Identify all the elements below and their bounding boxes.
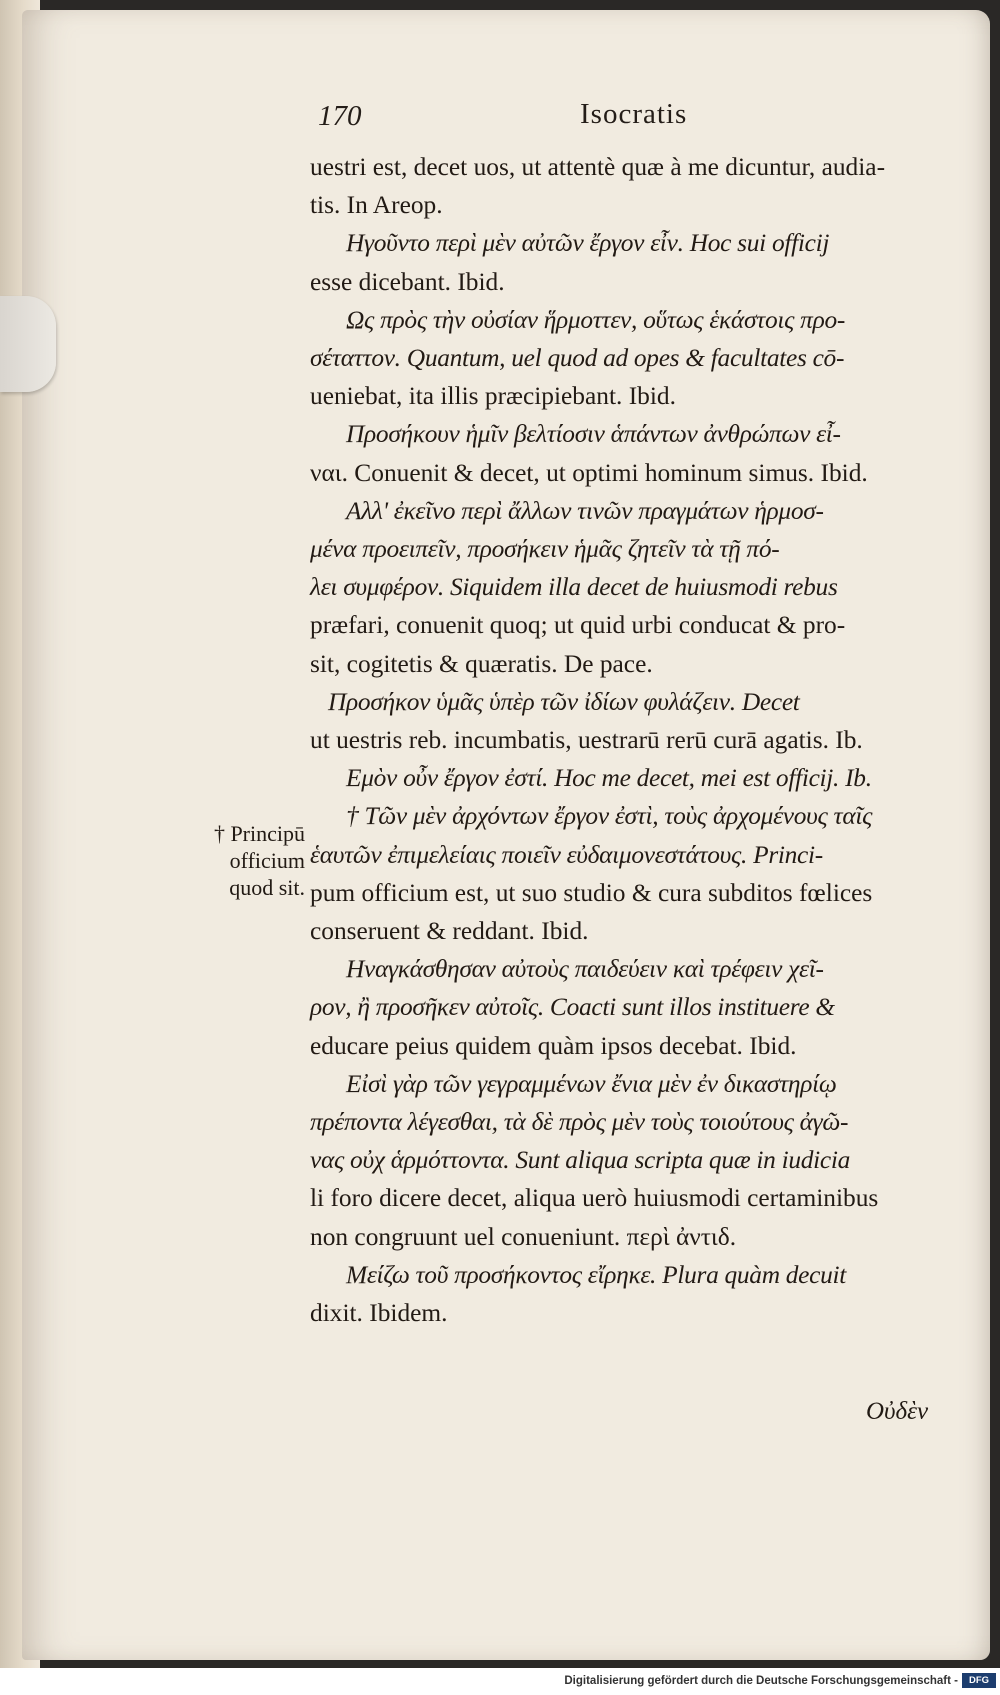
text-line: ἑαυτῶν ἐπιμελείαις ποιεῖν εὐδαιμονεστάτους. Princi- (310, 840, 823, 869)
text-line: tis. In Areop. (310, 191, 443, 220)
text-line: ρον, ἢ προσῆκεν αὐτοῖς. Coacti sunt illos instituere & (310, 993, 835, 1022)
footer-bar (0, 1668, 1000, 1695)
page-header (318, 98, 938, 138)
margin-note-line: quod sit. (229, 875, 305, 900)
text-line: ναι. Conuenit & decet, ut optimi hominum simus. Ibid. (310, 458, 868, 487)
text-line: uestri est, decet uos, ut attentè quæ à me dicuntur, audia- (310, 153, 886, 181)
text-line: Εμὸν οὖν ἔργον ἐστί. Hoc me decet, mei est officij. Ib. (346, 764, 872, 793)
text-line: dixit. Ibidem. (310, 1299, 448, 1328)
margin-note-line: † Principū (213, 821, 305, 846)
text-line: ut uestris reb. incumbatis, uestrarū rerū curā agatis. Ib. (310, 726, 863, 755)
body-text (310, 148, 950, 1332)
text-line: Προσήκον ὑμᾶς ὑπὲρ τῶν ἰδίων φυλάζειν. Decet (328, 687, 800, 716)
text-line: educare peius quidem quàm ipsos decebat. Ibid. (310, 1031, 797, 1060)
text-line: λει συμφέρον. Siquidem illa decet de huiusmodi rebus (310, 573, 838, 602)
text-line: Εἰσὶ γὰρ τῶν γεγραμμένων ἔνια μὲν ἐν δικαστηρίῳ (346, 1069, 837, 1098)
page-number: 170 (318, 100, 362, 132)
text-line: Αλλ' ἐκεῖνο περὶ ἄλλων τινῶν πραγμάτων ἡρμοσ- (346, 496, 824, 525)
text-line: sit, cogitetis & quæratis. De pace. (310, 649, 653, 678)
footer-credit: Digitalisierung gefördert durch die Deutsche Forschungsgemeinschaft - (564, 1675, 958, 1687)
text-line: pum officium est, ut suo studio & cura subditos fœlices (310, 878, 873, 907)
text-line: † Τῶν μὲν ἀρχόντων ἔργον ἐστὶ, τοὺς ἀρχομένους ταῖς (346, 802, 873, 831)
running-title: Isocratis (580, 98, 688, 130)
dfg-logo: DFG (962, 1673, 996, 1688)
text-line: σέταττον. Quantum, uel quod ad opes & facultates cō- (310, 344, 845, 373)
catchword: Οὐδὲν (866, 1398, 929, 1425)
text-line: μένα προειπεῖν, προσήκειν ἡμᾶς ζητεῖν τὰ τῇ πό- (310, 535, 780, 564)
text-line: ueniebat, ita illis præcipiebant. Ibid. (310, 382, 676, 411)
text-line: Μείζω τοῦ προσήκοντος εἴρηκε. Plura quàm decuit (346, 1260, 847, 1289)
text-line: præfari, conuenit quoq; ut quid urbi conducat & pro- (310, 611, 846, 640)
margin-note-line: officium (229, 848, 305, 873)
page-clip-tab (0, 296, 56, 392)
text-line: Ως πρὸς τὴν οὐσίαν ἥρμοττεν, οὕτως ἑκάστοις προ- (346, 305, 846, 334)
text-line: non congruunt uel conueniunt. περὶ ἀντιδ. (310, 1222, 737, 1251)
text-line: Ηναγκάσθησαν αὐτοὺς παιδεύειν καὶ τρέφειν χεῖ- (346, 955, 824, 984)
text-line: Ηγοῦντο περὶ μὲν αὐτῶν ἔργον εἶν. Hoc sui officij (346, 229, 830, 258)
margin-note (170, 820, 305, 901)
text-line: conseruent & reddant. Ibid. (310, 917, 589, 946)
text-line: li foro dicere decet, aliqua uerò huiusmodi certaminibus (310, 1184, 879, 1213)
text-line: esse dicebant. Ibid. (310, 267, 505, 296)
text-line: Προσήκουν ἡμῖν βελτίοσιν ἁπάντων ἀνθρώπων εἶ- (346, 420, 841, 449)
text-line: νας οὐχ ἁρμόττοντα. Sunt aliqua scripta quæ in iudicia (310, 1146, 851, 1175)
text-line: πρέποντα λέγεσθαι, τὰ δὲ πρὸς μὲν τοὺς τοιούτους ἀγῶ- (310, 1108, 849, 1137)
